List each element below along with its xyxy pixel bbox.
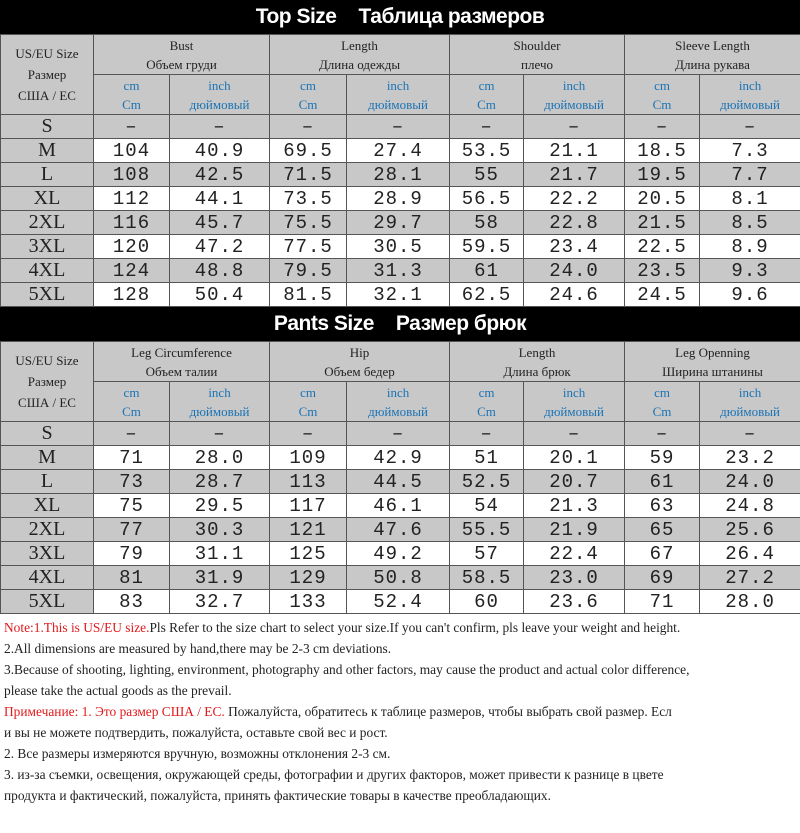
table-cell: 29.5	[170, 494, 270, 518]
table-cell: 27.2	[700, 566, 800, 590]
table-cell: 44.5	[347, 470, 450, 494]
table-cell: 42.5	[170, 163, 270, 187]
column-header-hip	[270, 342, 450, 382]
table-row	[1, 542, 800, 566]
table-cell: 59	[625, 446, 700, 470]
header-ru: Длина одежды	[318, 56, 401, 72]
unit-label: Cm	[298, 403, 318, 419]
column-header-leg-circumference	[94, 342, 270, 382]
size-label: 5XL	[1, 590, 94, 614]
size-label: XL	[1, 494, 94, 518]
table-row	[1, 518, 800, 542]
table-cell: 108	[94, 163, 170, 187]
size-label: M	[1, 139, 94, 163]
table-cell: 109	[270, 446, 347, 470]
table-row	[1, 283, 800, 307]
table-row	[1, 259, 800, 283]
table-cell: 121	[270, 518, 347, 542]
unit-inch	[700, 75, 800, 115]
unit-label: дюймовый	[544, 403, 604, 419]
unit-label: Cm	[122, 96, 141, 112]
table-cell: 113	[270, 470, 347, 494]
unit-label: cm	[654, 384, 670, 400]
unit-label: дюймовый	[720, 96, 780, 112]
table-row	[1, 163, 800, 187]
unit-label: inch	[738, 77, 762, 93]
unit-label: inch	[386, 77, 410, 93]
table-cell: –	[347, 422, 450, 446]
header-en: Length	[341, 37, 378, 53]
unit-cm	[270, 75, 347, 115]
unit-label: дюймовый	[368, 96, 428, 112]
unit-label: Cm	[652, 403, 672, 419]
table-cell: 19.5	[625, 163, 700, 187]
unit-label: cm	[478, 384, 495, 400]
table-cell: 45.7	[170, 211, 270, 235]
table-cell: 28.0	[700, 590, 800, 614]
table-cell: 112	[94, 187, 170, 211]
column-header-bust	[94, 35, 270, 75]
column-header-length	[450, 342, 625, 382]
header-en: Sleeve Length	[675, 37, 750, 53]
table-cell: 29.7	[347, 211, 450, 235]
size-label: 2XL	[1, 211, 94, 235]
unit-cm	[625, 382, 700, 422]
unit-cm	[450, 75, 524, 115]
table-cell: 7.7	[700, 163, 800, 187]
table-cell: 133	[270, 590, 347, 614]
table-cell: 32.1	[347, 283, 450, 307]
table-cell: 125	[270, 542, 347, 566]
table-cell: 56.5	[450, 187, 524, 211]
table-cell: 61	[450, 259, 524, 283]
table-cell: 51	[450, 446, 524, 470]
unit-row	[1, 382, 800, 422]
table-cell: 50.4	[170, 283, 270, 307]
header-ru: Ширина штанины	[662, 363, 763, 379]
table-cell: 73.5	[270, 187, 347, 211]
unit-label: inch	[208, 77, 231, 93]
table-cell: 79.5	[270, 259, 347, 283]
table-cell: 20.5	[625, 187, 700, 211]
unit-label: inch	[562, 384, 586, 400]
unit-cm	[450, 382, 524, 422]
table-row	[1, 211, 800, 235]
table-cell: 9.3	[700, 259, 800, 283]
unit-inch	[700, 382, 800, 422]
table-cell: 117	[270, 494, 347, 518]
size-label: M	[1, 446, 94, 470]
note-en-1	[4, 617, 796, 638]
table-cell: 23.4	[524, 235, 625, 259]
table-cell: 20.1	[524, 446, 625, 470]
table-cell: 23.6	[524, 590, 625, 614]
table-cell: 53.5	[450, 139, 524, 163]
table-cell: 18.5	[625, 139, 700, 163]
table-cell: 20.7	[524, 470, 625, 494]
column-header-sleeve	[625, 35, 800, 75]
table-cell: 21.5	[625, 211, 700, 235]
note-ru-1b: и вы не можете подтвердить, пожалуйста, оставьте свой вес и рост.	[4, 725, 388, 740]
column-header-shoulder	[450, 35, 625, 75]
unit-label: дюймовый	[189, 403, 250, 419]
table-cell: 27.4	[347, 139, 450, 163]
table-cell: 25.6	[700, 518, 800, 542]
unit-label: Cm	[652, 96, 672, 112]
header-en: Bust	[169, 37, 194, 53]
table-cell: –	[270, 115, 347, 139]
table-cell: 83	[94, 590, 170, 614]
table-cell: 124	[94, 259, 170, 283]
table-cell: 22.2	[524, 187, 625, 211]
table-cell: –	[524, 422, 625, 446]
unit-label: cm	[478, 77, 495, 93]
top-title-ru: Таблица размеров	[358, 5, 545, 28]
pants-title-ru: Размер брюк	[395, 312, 527, 335]
table-cell: 30.5	[347, 235, 450, 259]
table-cell: 61	[625, 470, 700, 494]
table-row	[1, 494, 800, 518]
size-label: L	[1, 470, 94, 494]
table-cell: –	[700, 115, 800, 139]
header-ru: Длина рукава	[675, 56, 750, 72]
size-label: 4XL	[1, 566, 94, 590]
header-en: Length	[518, 344, 556, 360]
table-row	[1, 470, 800, 494]
unit-label: cm	[300, 384, 316, 400]
table-cell: 23.2	[700, 446, 800, 470]
note-en-2: 2.All dimensions are measured by hand,there may be 2-3 cm deviations.	[4, 641, 392, 656]
unit-inch	[347, 75, 450, 115]
note-ru-2: 2. Все размеры измеряются вручную, возможны отклонения 2-3 см.	[4, 746, 391, 761]
table-cell: 31.1	[170, 542, 270, 566]
table-row	[1, 187, 800, 211]
table-cell: 47.6	[347, 518, 450, 542]
table-cell: 54	[450, 494, 524, 518]
unit-cm	[625, 75, 700, 115]
table-cell: 69	[625, 566, 700, 590]
table-cell: 81.5	[270, 283, 347, 307]
table-cell: 24.0	[524, 259, 625, 283]
unit-label: inch	[562, 77, 586, 93]
table-cell: 24.8	[700, 494, 800, 518]
table-cell: 73	[94, 470, 170, 494]
table-cell: 23.0	[524, 566, 625, 590]
table-cell: 24.6	[524, 283, 625, 307]
table-cell: 52.5	[450, 470, 524, 494]
header-ru: плечо	[521, 56, 553, 72]
table-cell: –	[170, 422, 270, 446]
table-cell: 21.1	[524, 139, 625, 163]
table-cell: 120	[94, 235, 170, 259]
table-cell: 77.5	[270, 235, 347, 259]
table-cell: 30.3	[170, 518, 270, 542]
table-cell: 59.5	[450, 235, 524, 259]
table-cell: 62.5	[450, 283, 524, 307]
table-cell: 67	[625, 542, 700, 566]
size-label: L	[1, 163, 94, 187]
table-cell: –	[524, 115, 625, 139]
unit-label: дюймовый	[544, 96, 604, 112]
table-cell: 40.9	[170, 139, 270, 163]
unit-label: Cm	[298, 96, 318, 112]
table-cell: 60	[450, 590, 524, 614]
table-row	[1, 566, 800, 590]
unit-label: дюймовый	[720, 403, 780, 419]
unit-label: Cm	[477, 96, 496, 112]
size-label: 5XL	[1, 283, 94, 307]
size-header-line: США / ЕС	[18, 88, 76, 103]
unit-cm	[94, 382, 170, 422]
header-en: Leg Circumference	[131, 344, 232, 360]
header-ru: Длина брюк	[503, 363, 571, 379]
size-column-header	[1, 342, 94, 422]
table-cell: 46.1	[347, 494, 450, 518]
size-header-line: Размер	[27, 67, 67, 82]
note-ru-text: Пожалуйста, обратитесь к таблице размеров, чтобы выбрать свой размер. Есл	[224, 704, 672, 719]
table-cell: 104	[94, 139, 170, 163]
table-cell: 50.8	[347, 566, 450, 590]
table-cell: 81	[94, 566, 170, 590]
size-label: S	[1, 422, 94, 446]
table-cell: 55	[450, 163, 524, 187]
table-cell: 77	[94, 518, 170, 542]
table-cell: –	[625, 422, 700, 446]
header-en: Hip	[349, 344, 370, 360]
note-ru-3b: продукта и фактический, пожалуйста, принять фактические товары в качестве преобладающих.	[4, 788, 551, 803]
table-cell: 8.5	[700, 211, 800, 235]
table-cell: –	[450, 422, 524, 446]
table-cell: 7.3	[700, 139, 800, 163]
table-cell: 21.3	[524, 494, 625, 518]
size-label: 2XL	[1, 518, 94, 542]
table-cell: 28.9	[347, 187, 450, 211]
unit-label: cm	[123, 384, 140, 400]
table-cell: 48.8	[170, 259, 270, 283]
table-cell: 22.8	[524, 211, 625, 235]
table-cell: 47.2	[170, 235, 270, 259]
size-header-line: США / ЕС	[18, 395, 76, 410]
table-cell: 32.7	[170, 590, 270, 614]
top-size-banner	[0, 0, 800, 34]
table-cell: 71.5	[270, 163, 347, 187]
table-cell: 58.5	[450, 566, 524, 590]
unit-label: inch	[738, 384, 762, 400]
size-label: 4XL	[1, 259, 94, 283]
table-cell: 8.1	[700, 187, 800, 211]
table-cell: 28.1	[347, 163, 450, 187]
top-size-table	[0, 34, 800, 307]
notes-section	[0, 614, 800, 806]
note-en-3b: please take the actual goods as the prevail.	[4, 683, 232, 698]
table-row	[1, 139, 800, 163]
table-cell: 42.9	[347, 446, 450, 470]
table-cell: 75.5	[270, 211, 347, 235]
table-cell: –	[94, 422, 170, 446]
table-cell: 71	[94, 446, 170, 470]
table-cell: 44.1	[170, 187, 270, 211]
table-cell: –	[700, 422, 800, 446]
table-cell: –	[170, 115, 270, 139]
pants-size-banner	[0, 307, 800, 341]
table-row	[1, 422, 800, 446]
table-cell: 69.5	[270, 139, 347, 163]
table-cell: 23.5	[625, 259, 700, 283]
table-row	[1, 446, 800, 470]
table-row	[1, 115, 800, 139]
table-row	[1, 590, 800, 614]
table-cell: –	[450, 115, 524, 139]
size-label: XL	[1, 187, 94, 211]
top-title-en: Top Size	[255, 5, 337, 28]
table-cell: –	[94, 115, 170, 139]
size-header-line: US/EU Size	[15, 353, 79, 368]
size-column-header	[1, 35, 94, 115]
column-header-length	[270, 35, 450, 75]
pants-title-en: Pants Size	[273, 312, 374, 335]
table-cell: 31.9	[170, 566, 270, 590]
header-ru: Объем груди	[146, 56, 217, 72]
unit-inch	[170, 75, 270, 115]
table-cell: 21.7	[524, 163, 625, 187]
table-cell: 128	[94, 283, 170, 307]
table-cell: 71	[625, 590, 700, 614]
unit-row	[1, 75, 800, 115]
unit-inch	[347, 382, 450, 422]
note-en-lead: Note:1.This is US/EU size.	[4, 620, 150, 635]
table-cell: 79	[94, 542, 170, 566]
note-ru-1	[4, 701, 796, 722]
table-cell: 52.4	[347, 590, 450, 614]
table-cell: 21.9	[524, 518, 625, 542]
unit-label: inch	[386, 384, 410, 400]
unit-cm	[270, 382, 347, 422]
table-cell: 9.6	[700, 283, 800, 307]
unit-label: дюймовый	[368, 403, 428, 419]
table-cell: 28.7	[170, 470, 270, 494]
table-cell: 63	[625, 494, 700, 518]
table-row	[1, 235, 800, 259]
note-ru-3a: 3. из-за съемки, освещения, окружающей среды, фотографии и других факторов, может привести к разнице в цвете	[4, 767, 664, 782]
note-en-text: Pls Refer to the size chart to select your size.If you can't confirm, pls leave your weight and height.	[149, 620, 681, 635]
table-cell: 49.2	[347, 542, 450, 566]
size-header-line: Размер	[27, 374, 67, 389]
column-header-leg-opening	[625, 342, 800, 382]
table-cell: 75	[94, 494, 170, 518]
table-cell: 22.5	[625, 235, 700, 259]
unit-label: Cm	[477, 403, 496, 419]
table-cell: 129	[270, 566, 347, 590]
unit-label: Cm	[122, 403, 141, 419]
size-label: 3XL	[1, 542, 94, 566]
unit-label: cm	[654, 77, 670, 93]
size-label: S	[1, 115, 94, 139]
table-cell: 22.4	[524, 542, 625, 566]
unit-label: cm	[123, 77, 140, 93]
table-cell: 116	[94, 211, 170, 235]
unit-label: inch	[208, 384, 231, 400]
table-cell: 57	[450, 542, 524, 566]
unit-cm	[94, 75, 170, 115]
table-cell: 55.5	[450, 518, 524, 542]
table-cell: 24.5	[625, 283, 700, 307]
table-cell: –	[270, 422, 347, 446]
table-cell: 65	[625, 518, 700, 542]
size-label: 3XL	[1, 235, 94, 259]
table-cell: 8.9	[700, 235, 800, 259]
table-cell: 31.3	[347, 259, 450, 283]
table-cell: –	[347, 115, 450, 139]
table-cell: 28.0	[170, 446, 270, 470]
table-cell: 58	[450, 211, 524, 235]
unit-inch	[170, 382, 270, 422]
unit-inch	[524, 382, 625, 422]
unit-label: cm	[300, 77, 316, 93]
header-en: Shoulder	[513, 37, 561, 53]
unit-inch	[524, 75, 625, 115]
header-ru: Объем талии	[145, 363, 218, 379]
unit-label: дюймовый	[189, 96, 250, 112]
header-en: Leg Openning	[675, 344, 750, 360]
note-ru-lead: Примечание: 1. Это размер США / ЕС.	[4, 704, 225, 719]
pants-size-table	[0, 341, 800, 614]
table-cell: 26.4	[700, 542, 800, 566]
size-header-line: US/EU Size	[15, 46, 79, 61]
note-en-3a: 3.Because of shooting, lighting, environment, photography and other factors, may cause the product and actual color difference,	[4, 662, 690, 677]
table-cell: –	[625, 115, 700, 139]
header-ru: Объем бедер	[324, 363, 395, 379]
table-cell: 24.0	[700, 470, 800, 494]
